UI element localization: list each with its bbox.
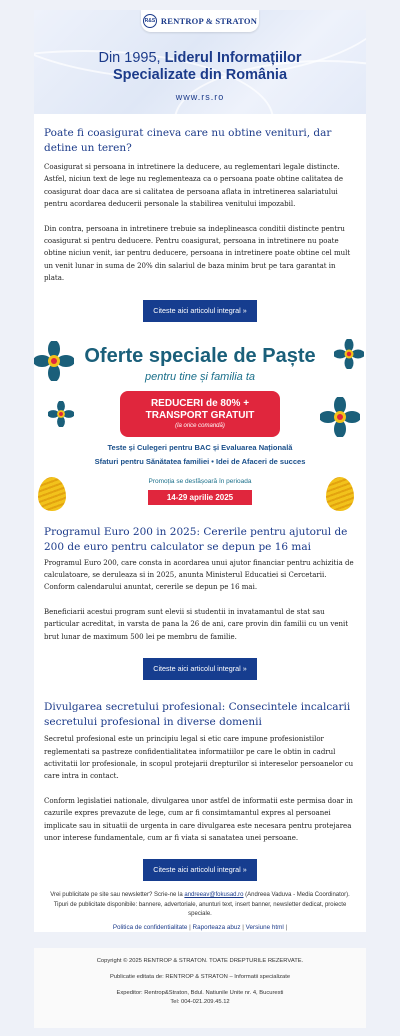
article-title[interactable]: Poate fi coasigurat cineva care nu obtine venituri, dar detine un teren? [44, 127, 332, 154]
newsletter-card [34, 10, 366, 932]
promo-discount-badge [120, 391, 280, 437]
footer [34, 948, 366, 1028]
link-separator: | [285, 924, 288, 931]
brand-logo[interactable] [141, 10, 259, 32]
privacy-policy-link[interactable]: Politica de confidentialitate [112, 924, 188, 931]
ad-info-prefix: Vrei publicitate pe site sau newsletter? Scrie-ne la [50, 892, 185, 899]
article-3 [34, 680, 366, 881]
promo-line-a: Teste și Culegeri pentru BAC și Evaluarea Națională [107, 442, 293, 452]
article-paragraph: Coasigurat si persoana in intretinere la deducere, au reglementari legale distincte. Astfel, niciun text de lege nu reglementeaza ca o persoana poate obtine calitatea de coasigurat doar daca are si calitatea de persoana aflata in intretinerea salariatului pentru acordarea deducerii personale la stabilirea venitului impozabil. [44, 163, 343, 209]
flower-icon [48, 401, 74, 427]
report-abuse-link[interactable]: Raporteaza abuz [192, 924, 241, 931]
read-article-button[interactable]: Citeste aici articolul integral » [143, 859, 256, 881]
article-paragraph: Secretul profesional este un principiu legal si etic care impune profesionistilor reglementati sa pastreze confidentialitatea informatiilor pe care le obtin in cadrul activitatii lor profesionale, in scopul protejarii drepturilor si intereselor persoanelor cu care intra in contact. [44, 735, 354, 781]
footer-phone: Tel: 004-021.209.45.12 [170, 999, 230, 1005]
promo-discount-note: (la orice comandă) [175, 422, 225, 429]
article-2 [34, 513, 366, 680]
article-1 [34, 114, 366, 322]
promo-line-b: Sfaturi pentru Sănătatea familiei • Idei de Afaceri de succes [94, 456, 306, 466]
promo-discount-line1: REDUCERI de 80% + [150, 397, 250, 409]
footer-publisher: Publicatie editata de: RENTROP & STRATON – Informatii specializate [109, 974, 291, 980]
hero-line1-prefix: Din 1995, [98, 50, 165, 66]
article-paragraph: Conform legislatiei nationale, divulgarea unor astfel de informatii este permisa doar in cazurile expres prevazute de lege, cum ar fi consimtamantul expres al persoanei implicate sau in situatii de urgenta in care divulgarea este necesara pentru protejarea unor interese fundamentale, cum ar fi viata si sanatatea unei persoane. [44, 796, 353, 842]
promo-period-dates: 14-29 aprilie 2025 [148, 490, 252, 505]
hero-line1-bold: Liderul Informațiilor [164, 50, 302, 66]
hero-url[interactable]: www.rs.ro [175, 92, 225, 102]
brand-name: RENTROP & STRATON [160, 16, 258, 26]
promo-title: Oferte speciale de Paște [84, 344, 316, 367]
promo-period-label: Promoția se desfășoară în perioada [148, 477, 252, 485]
logo-mark: R&S [143, 14, 157, 28]
ad-contact-email-link[interactable]: andreeav@fokusad.ro [184, 892, 244, 899]
link-separator: | [242, 924, 244, 931]
hero-title [34, 50, 366, 84]
read-article-button[interactable]: Citeste aici articolul integral » [143, 658, 256, 680]
article-paragraph: Din contra, persoana in intretinere trebuie sa indeplineasca conditii distincte pentru coasigurat si pentru deducere. Pentru coasigurat, persoana in intretinere nu poate obtine niciun venit, iar pentru deducere, persoana in intretinere poate obtine cel mult un venit lunar in suma de 20% din salariul de baza minim brut pe tara garantat in plata. [44, 224, 351, 283]
ad-info-suffix: (Andreea Vaduva - Media Coordinator). Tipuri de publicitate disponibile: bannere, advertoriale, anunturi text, insert banner, newsletter dedicat, proiecte speciale. [53, 892, 350, 918]
footer-links [0, 924, 400, 931]
promo-subtitle: pentru tine și familia ta [144, 370, 256, 383]
article-paragraph: Programul Euro 200, care consta in acordarea unui ajutor financiar pentru achizitia de calculatoare, se deruleaza si in 2025, anunta Ministerul Educatiei si Cercetarii. Conform calendarului anuntat, cererile se depun pe 16 mai. [44, 558, 354, 592]
article-title[interactable]: Divulgarea secretului profesional: Consecintele incalcarii secretului profesional in diverse domenii [44, 701, 351, 729]
article-paragraph: Beneficiarii acestui program sunt elevii si studentii in invatamantul de stat sau particular acreditat, in varsta de pana la 26 de ani, care provin din familii cu un venit brut lunar de maximum 500 lei pe membru de familie. [44, 607, 349, 641]
flower-icon [320, 397, 360, 437]
footer-sender: Expeditor: Rentrop&Straton, Bdul. Natiunile Unite nr. 4, Bucuresti [116, 990, 284, 996]
promo-discount-line2: TRANSPORT GRATUIT [145, 409, 255, 421]
easter-promo-banner[interactable] [34, 337, 366, 513]
hero-banner [34, 10, 366, 114]
html-version-link[interactable]: Versiune html [245, 924, 284, 931]
link-separator: | [189, 924, 191, 931]
footer-copyright: Copyright © 2025 RENTROP & STRATON. TOATE DREPTURILE REZERVATE. [96, 958, 304, 964]
read-article-button[interactable]: Citeste aici articolul integral » [143, 300, 256, 322]
hero-line2-bold: Specializate din România [112, 67, 288, 83]
article-title[interactable]: Programul Euro 200 in 2025: Cererile pentru ajutorul de 200 de euro pentru calculator se depun pe 16 mai [44, 525, 348, 553]
